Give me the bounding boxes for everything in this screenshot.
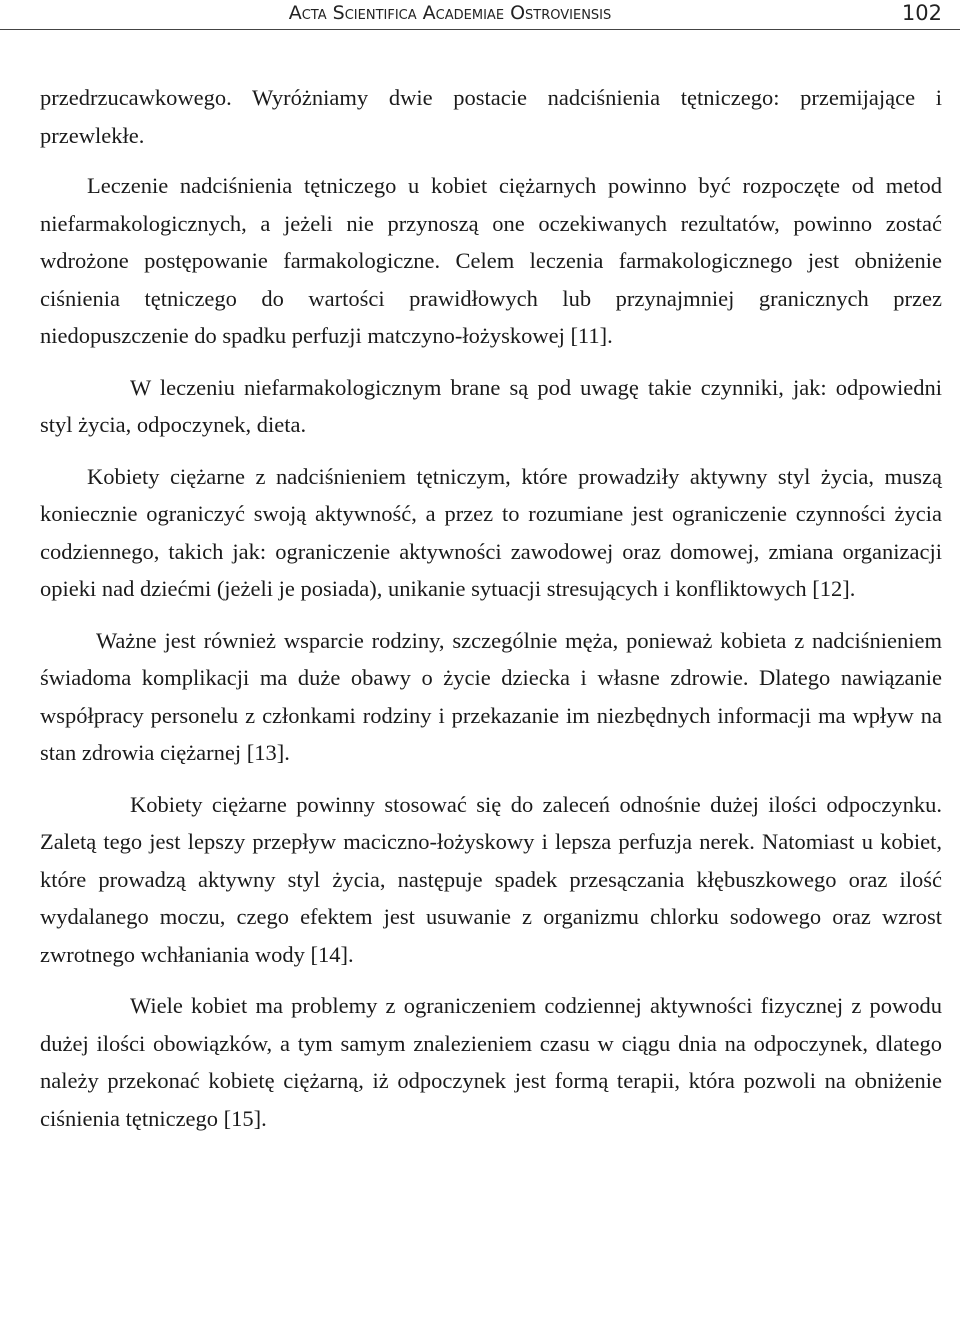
paragraph-6: Kobiety ciężarne powinny stosować się do zaleceń odnośnie dużej ilości odpoczynku. Zaletą tego jest lepszy przepływ maciczno-łożyskowy i lepsza perfuzja nerek. Natomiast u kobiet, które prowadzą aktywny styl życia, następuje spadek przesączania kłębuszkowego oraz ilość wydalanego moczu, czego efektem jest usuwanie z organizmu chlorku sodowego oraz wzrost zwrotnego wchłaniania wody [14]. [40, 791, 942, 967]
paragraph-4: Kobiety ciężarne z nadciśnieniem tętniczym, które prowadziły aktywny styl życia, muszą koniecznie ograniczyć swoją aktywność, a przez to rozumiane jest ograniczenie czynności życia codziennego, takich jak: ograniczenie aktywności zawodowej oraz domowej, zmiana organizacji opieki nad dziećmi (jeżeli je posiada), unikanie sytuacji stresujących i konfliktowych [12]. [40, 463, 942, 601]
journal-title [0, 0, 900, 26]
paragraph-3: W leczeniu niefarmakologicznym brane są pod uwagę takie czynniki, jak: odpowiedni styl życia, odpoczynek, dieta. [40, 374, 942, 437]
paragraph-2: Leczenie nadciśnienia tętniczego u kobiet ciężarnych powinno być rozpoczęte od metod niefarmakologicznych, a jeżeli nie przynoszą one oczekiwanych rezultatów, powinno zostać wdrożone postępowanie farmakologiczne. Celem leczenia farmakologicznego jest obniżenie ciśnienia tętniczego do wartości prawidłowych lub przynajmniej granicznych przez niedopuszczenie do spadku perfuzji matczyno-łożyskowej [11]. [40, 173, 942, 348]
paragraph-5: Ważne jest również wsparcie rodziny, szczególnie męża, ponieważ kobieta z nadciśnieniem świadoma komplikacji ma duże obawy o życie dziecka i własne zdrowie. Dlatego nawiązanie współpracy personelu z członkami rodziny i przekazanie im niezbędnych informacji ma wpływ na stan zdrowia ciężarnej [13]. [40, 627, 942, 765]
body-text [40, 79, 942, 1137]
page-number: 102 [901, 1, 942, 25]
paragraph-7: Wiele kobiet ma problemy z ograniczeniem codziennej aktywności fizycznej z powodu dużej ilości obowiązków, a tym samym znalezieniem czasu w ciągu dnia na odpoczynek, dlatego należy przekonać kobietę ciężarną, iż odpoczynek jest formą terapii, która pozwoli na obniżenie ciśnienia tętniczego [15]. [40, 993, 942, 1131]
journal-title-text: Acta Scientifica Academiae Ostroviensis [288, 2, 612, 24]
running-header [0, 0, 960, 30]
paragraph-1: przedrzucawkowego. Wyróżniamy dwie postacie nadciśnienia tętniczego: przemijające i przewlekłe. [40, 85, 942, 148]
header-rule [0, 29, 960, 30]
